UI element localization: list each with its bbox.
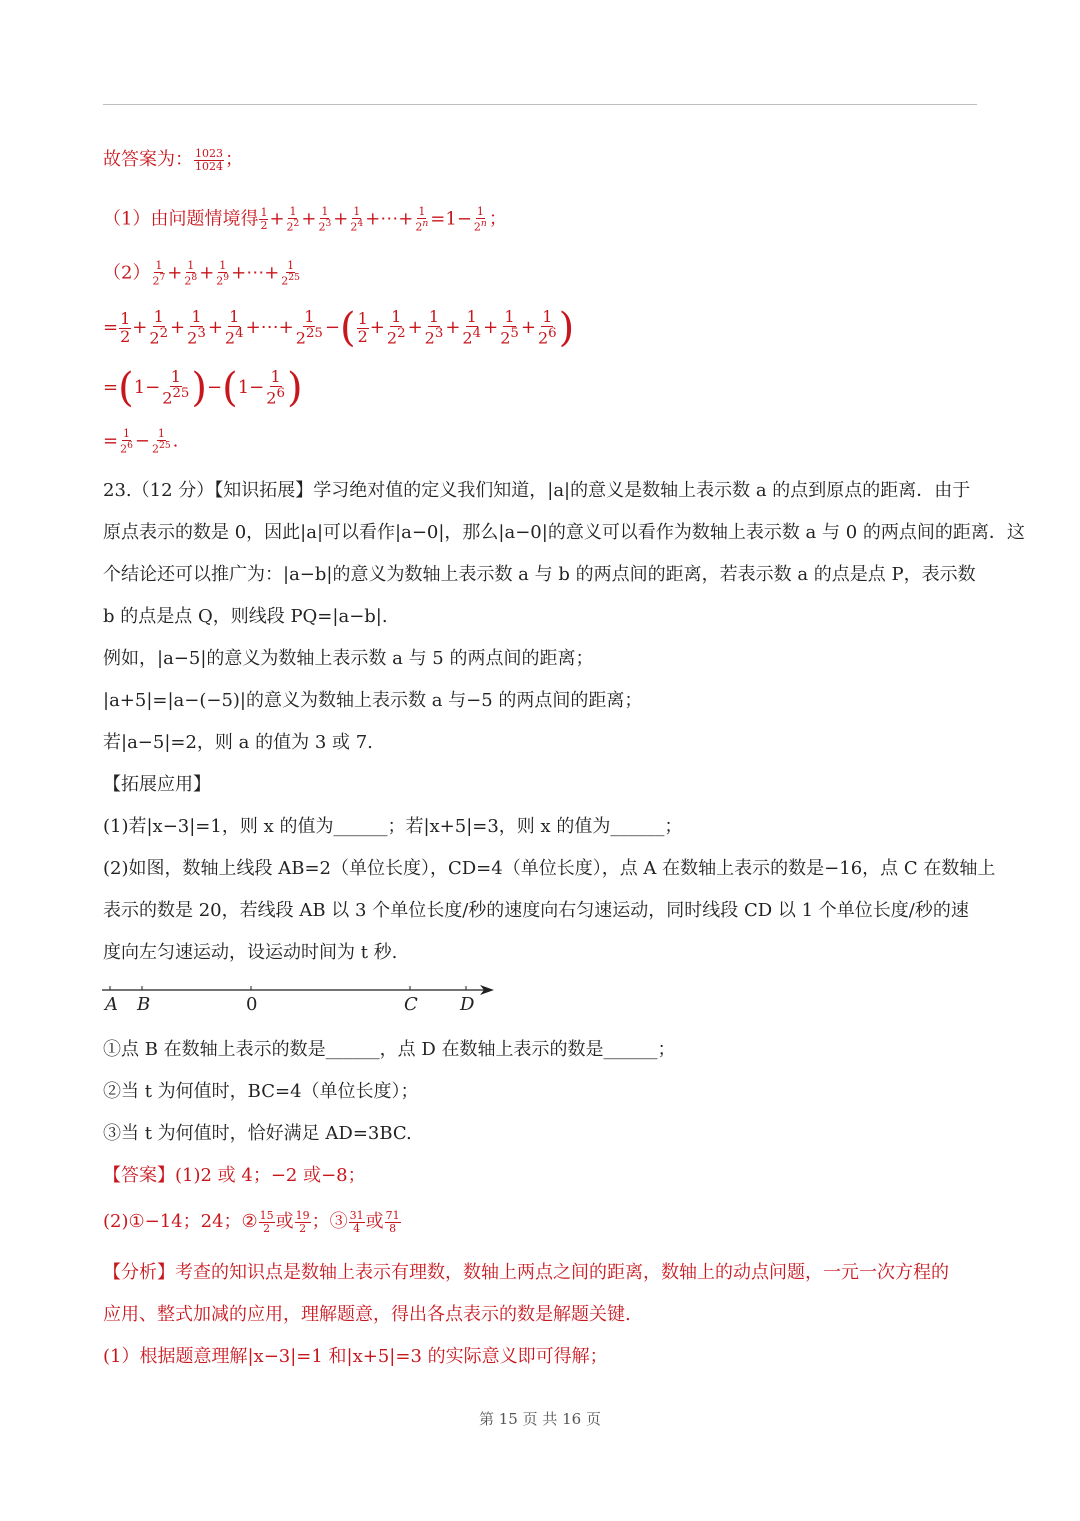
analysis-line: 【分析】考查的知识点是数轴上表示有理数，数轴上两点之间的距离，数轴上的动点问题，一元一次方程的 [103,1262,949,1283]
q23-line: 【拓展应用】 [103,774,211,795]
fraction-numerator: 1023 [195,147,223,160]
axis-label-origin: 0 [246,994,258,1015]
sub-question: ①点 B 在数轴上表示的数是______，点 D 在数轴上表示的数是______； [103,1039,676,1060]
part2-label: （2） [103,262,151,284]
question-23 [103,470,1025,974]
axis-label-b: B [137,994,151,1015]
number-line-figure [100,982,500,1018]
q23-line: |a+5|=|a−(−5)|的意义为数轴上表示数 a 与−5 的两点间的距离； [103,690,643,711]
axis-label-c: C [404,994,418,1015]
part1-label: （1）由问题情境得 [103,208,259,230]
fraction-denominator: 1024 [195,159,223,173]
q23-line: 若|a−5|=2，则 a 的值为 3 或 7. [103,732,373,753]
sub-question: ③当 t 为何值时，恰好满足 AD=3BC. [103,1123,412,1144]
q23-line: 个结论还可以推广为：|a−b|的意义为数轴上表示数 a 与 b 的两点间的距离，若表示数 a 的点是点 P，表示数 [103,564,976,585]
page-footer: 第 15 页 共 16 页 [478,1410,601,1428]
q23-line: 23.（12 分）【知识拓展】学习绝对值的定义我们知道，|a|的意义是数轴上表示数 a 的点到原点的距离．由于 [103,480,971,501]
q23-line: 度向左匀速运动，设运动时间为 t 秒. [103,942,398,963]
axis-label-a: A [105,994,118,1015]
sub-question: ②当 t 为何值时，BC=4（单位长度）； [103,1081,419,1102]
part2-step3: = $\frac{1}{2^6}$ − $\frac{1}{2^{25}}$ . [103,427,179,456]
part1-end: ； [488,208,507,230]
analysis [103,1252,979,1378]
analysis-line: 应用、整式加减的应用，理解题意，得出各点表示的数是解题关键. [103,1304,631,1325]
header-rule [103,104,977,105]
answer-fraction [194,148,224,172]
axis-label-d: D [460,994,475,1015]
previous-answer [103,148,243,172]
part2-step1: = $\frac{1}{2}$ + $\frac{1}{2^2}$ + $\frac{1}{2^3}$ + $\frac{1}{2^4}$ +⋯+ $\frac{1}{2^{25}}$ −( $\frac{1}{2}$ + $\frac{1}{2^2}$ + $\frac{1}{2^3}$ + $\frac{1}{2^4}$ + $\frac{1}{2^5}$ + $\frac{1}{2^6}$ ) [103,305,575,351]
q23-line: 例如，|a−5|的意义为数轴上表示数 a 与 5 的两点间的距离； [103,648,594,669]
analysis-line: (1）根据题意理解|x−3|=1 和|x+5|=3 的实际意义即可得解； [103,1346,608,1367]
answer-line-2: (2)①−14；24；② $\frac{15}{2}$ 或 $\frac{19}{2}$ ；③ $\frac{31}{4}$ 或 $\frac{71}{8}$ [103,1209,400,1235]
part2-line: （2） $\frac{1}{2^7}$ + $\frac{1}{2^8}$ + $\frac{1}{2^9}$ +⋯+ $\frac{1}{2^{25}}$ [103,259,300,288]
sub-questions [103,1029,979,1155]
q23-line: 表示的数是 20，若线段 AB 以 3 个单位长度/秒的速度向右匀速运动，同时线段 CD 以 1 个单位长度/秒的速 [103,900,969,921]
answer-suffix: ； [225,149,243,171]
part2-step2: =(1− $\frac{1}{2^{25}}$ )−(1− $\frac{1}{2^6}$ ) [103,365,303,411]
q23-line: 原点表示的数是 0，因此|a|可以看作|a−0|，那么|a−0|的意义可以看作为数轴上表示数 a 与 0 的两点间的距离．这 [103,522,1025,543]
answer-prefix: 故答案为： [103,149,193,171]
part1-expr: =1− [430,208,472,230]
answer-line-1: 【答案】(1)2 或 4；−2 或−8； [103,1165,366,1186]
part1-line: （1）由问题情境得 $\frac{1}{2}$ + $\frac{1}{2^2}$ + $\frac{1}{2^3}$ + $\frac{1}{2^4}$ +⋯+ $\frac{1}{2^n}$ =1− $\frac{1}{2^n}$ ； [103,205,507,234]
q23-line: (1)若|x−3|=1，则 x 的值为______；若|x+5|=3，则 x 的值为______； [103,816,683,837]
answer-prefix: (2)①−14；24；② [103,1211,258,1233]
q23-line: (2)如图，数轴上线段 AB=2（单位长度），CD=4（单位长度），点 A 在数轴上表示的数是−16，点 C 在数轴上 [103,858,996,879]
q23-line: b 的点是点 Q，则线段 PQ=|a−b|. [103,606,388,627]
